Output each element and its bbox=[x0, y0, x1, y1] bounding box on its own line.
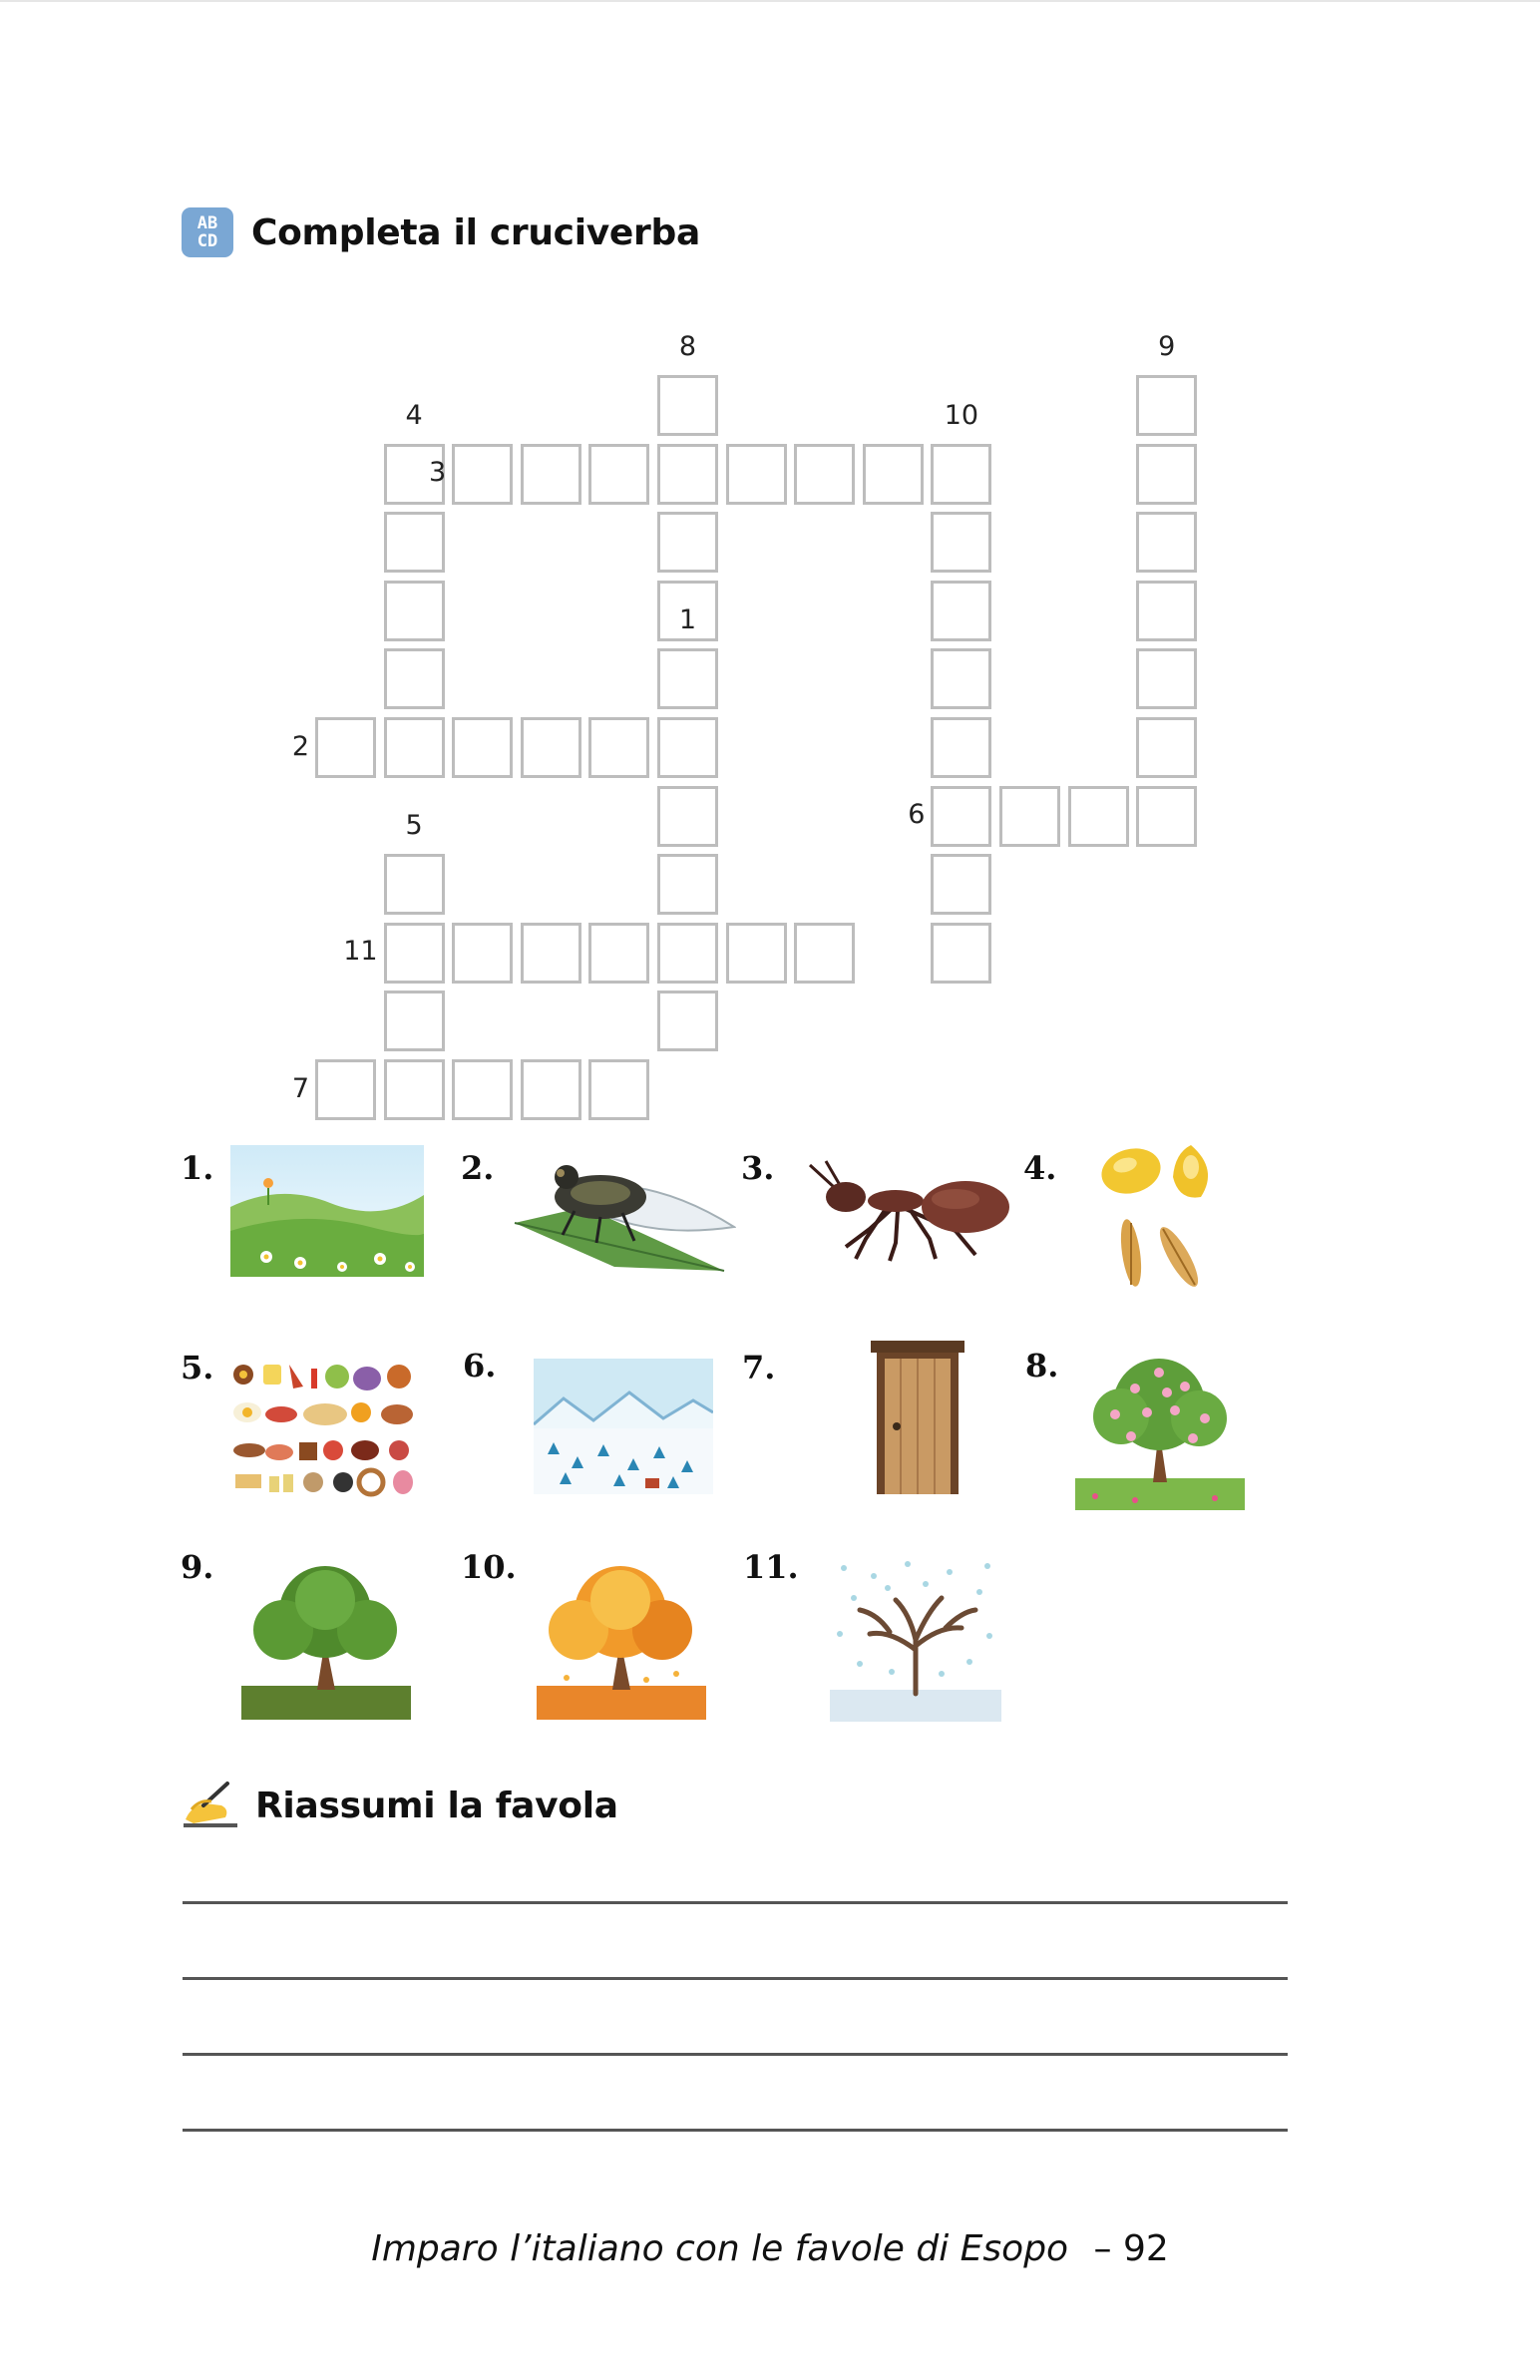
crossword-cell[interactable] bbox=[657, 991, 718, 1051]
clue-number-6: 6 bbox=[908, 799, 926, 831]
crossword-cell[interactable] bbox=[931, 648, 991, 709]
crossword-cell[interactable] bbox=[1136, 375, 1197, 436]
crossword-cell[interactable] bbox=[999, 786, 1060, 847]
winter-landscape-icon bbox=[534, 1359, 713, 1494]
clue-number-5: 5 bbox=[405, 810, 423, 842]
crossword-cell[interactable] bbox=[863, 444, 924, 505]
crossword-cell[interactable] bbox=[452, 923, 513, 984]
crossword-cell[interactable] bbox=[726, 923, 787, 984]
crossword-cell[interactable] bbox=[315, 717, 376, 778]
clue-number-10: 10 bbox=[944, 399, 979, 431]
crossword-cell[interactable] bbox=[384, 1059, 445, 1120]
crossword-cell[interactable] bbox=[384, 923, 445, 984]
crossword-cell[interactable] bbox=[657, 648, 718, 709]
crossword-cell[interactable] bbox=[452, 1059, 513, 1120]
winter-tree-icon bbox=[830, 1554, 1001, 1722]
door-icon bbox=[871, 1341, 964, 1494]
crossword-cell[interactable] bbox=[794, 923, 855, 984]
summary-heading bbox=[182, 1780, 618, 1831]
crossword-cell[interactable] bbox=[384, 991, 445, 1051]
crossword-cell[interactable] bbox=[657, 512, 718, 573]
spring-tree-icon bbox=[1075, 1349, 1245, 1510]
crossword-cell[interactable] bbox=[1136, 444, 1197, 505]
crossword-cell[interactable] bbox=[452, 717, 513, 778]
picture-label-9: 9. bbox=[181, 1548, 214, 1586]
book-title: Imparo l’italiano con le favole di Esopo bbox=[371, 2228, 1069, 2269]
picture-label-2: 2. bbox=[461, 1149, 495, 1187]
crossword-cell[interactable] bbox=[1136, 717, 1197, 778]
summer-tree-icon bbox=[241, 1556, 411, 1720]
crossword-cell[interactable] bbox=[384, 581, 445, 641]
clue-number-2: 2 bbox=[291, 730, 309, 762]
crossword-cell[interactable] bbox=[1136, 648, 1197, 709]
clue-number-9: 9 bbox=[1158, 331, 1176, 362]
crossword-grid bbox=[0, 0, 1540, 1104]
crossword-cell[interactable] bbox=[452, 444, 513, 505]
crossword-cell[interactable] bbox=[1136, 581, 1197, 641]
page-number: 92 bbox=[1122, 2228, 1169, 2269]
crossword-cell[interactable] bbox=[931, 923, 991, 984]
writing-line-3[interactable] bbox=[183, 2053, 1288, 2056]
crossword-cell[interactable] bbox=[1136, 786, 1197, 847]
picture-label-6: 6. bbox=[463, 1347, 497, 1385]
crossword-cell[interactable] bbox=[1136, 512, 1197, 573]
crossword-cell[interactable] bbox=[931, 444, 991, 505]
picture-label-3: 3. bbox=[741, 1149, 775, 1187]
clue-number-4: 4 bbox=[405, 399, 423, 431]
crossword-cell[interactable] bbox=[657, 717, 718, 778]
footer-separator: – bbox=[1093, 2228, 1112, 2269]
clue-number-7: 7 bbox=[291, 1072, 309, 1104]
crossword-cell[interactable] bbox=[384, 512, 445, 573]
crossword-cell[interactable] bbox=[726, 444, 787, 505]
summary-title: Riassumi la favola bbox=[255, 1785, 618, 1826]
autumn-tree-icon bbox=[537, 1556, 706, 1720]
meadow-icon bbox=[230, 1145, 424, 1277]
clue-number-11: 11 bbox=[343, 936, 378, 968]
crossword-cell[interactable] bbox=[931, 854, 991, 915]
crossword-cell[interactable] bbox=[657, 375, 718, 436]
page-footer bbox=[0, 2228, 1540, 2269]
crossword-cell[interactable] bbox=[588, 1059, 649, 1120]
ant-icon bbox=[806, 1159, 1023, 1263]
crossword-cell[interactable] bbox=[588, 923, 649, 984]
crossword-cell[interactable] bbox=[931, 717, 991, 778]
clue-number-8: 8 bbox=[678, 331, 697, 362]
writing-hand-icon bbox=[182, 1780, 239, 1831]
crossword-cell[interactable] bbox=[657, 923, 718, 984]
picture-label-8: 8. bbox=[1025, 1347, 1059, 1385]
crossword-cell[interactable] bbox=[794, 444, 855, 505]
crossword-title: Completa il cruciverba bbox=[251, 211, 700, 253]
clue-number-1: 1 bbox=[678, 604, 697, 636]
writing-line-2[interactable] bbox=[183, 1977, 1288, 1980]
crossword-cell[interactable] bbox=[521, 1059, 581, 1120]
grains-icon bbox=[1095, 1141, 1219, 1295]
food-icon bbox=[229, 1359, 421, 1498]
crossword-cell[interactable] bbox=[384, 854, 445, 915]
crossword-cell[interactable] bbox=[657, 854, 718, 915]
picture-label-1: 1. bbox=[181, 1149, 214, 1187]
crossword-cell[interactable] bbox=[521, 717, 581, 778]
crossword-cell[interactable] bbox=[588, 444, 649, 505]
crossword-cell[interactable] bbox=[931, 786, 991, 847]
crossword-cell[interactable] bbox=[657, 786, 718, 847]
crossword-cell[interactable] bbox=[384, 648, 445, 709]
crossword-cell[interactable] bbox=[521, 923, 581, 984]
picture-label-7: 7. bbox=[742, 1349, 776, 1387]
crossword-cell[interactable] bbox=[931, 512, 991, 573]
crossword-cell[interactable] bbox=[315, 1059, 376, 1120]
crossword-cell[interactable] bbox=[521, 444, 581, 505]
cicada-icon bbox=[505, 1147, 736, 1273]
clue-number-3: 3 bbox=[429, 457, 447, 489]
writing-line-4[interactable] bbox=[183, 2129, 1288, 2132]
crossword-cell[interactable] bbox=[384, 717, 445, 778]
crossword-cell[interactable] bbox=[588, 717, 649, 778]
crossword-cell[interactable] bbox=[1068, 786, 1129, 847]
picture-label-5: 5. bbox=[181, 1349, 214, 1387]
crossword-cell[interactable] bbox=[931, 581, 991, 641]
writing-line-1[interactable] bbox=[183, 1901, 1288, 1904]
crossword-cell[interactable] bbox=[657, 444, 718, 505]
abcd-icon: AB CD bbox=[182, 207, 233, 257]
picture-label-10: 10. bbox=[461, 1548, 517, 1586]
picture-label-4: 4. bbox=[1023, 1149, 1057, 1187]
picture-label-11: 11. bbox=[743, 1548, 799, 1586]
